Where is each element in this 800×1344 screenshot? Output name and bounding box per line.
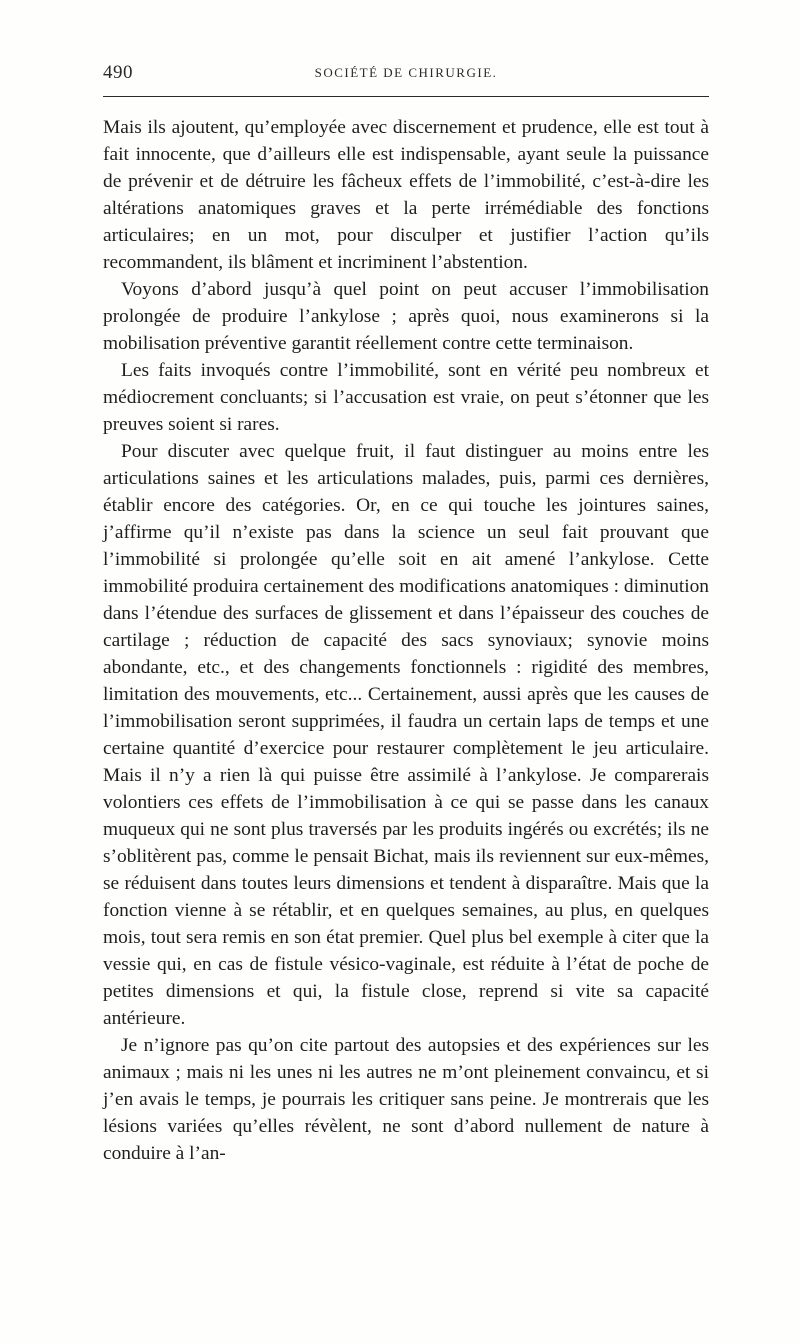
header-rule [103,96,709,97]
paragraph-5: Je n’ignore pas qu’on cite partout des autopsies et des expériences sur les animaux ; mais ni les unes ni les autres ne m’ont pleinement convaincu, et si j’en avais le temps, je pourrais les critiquer sans peine. Je montrerais que les lésions variées qu’elles révèlent, ne sont d’abord nullement de nature à conduire à l’an- [103,1035,709,1164]
body-text [103,114,709,1167]
page-number: 490 [103,62,133,83]
paragraph-2: Voyons d’abord jusqu’à quel point on peut accuser l’immobilisation prolongée de produire l’ankylose ; après quoi, nous examinerons si la mobilisation préventive garantit réellement contre cette terminaison. [103,279,709,354]
paragraph-1: Mais ils ajoutent, qu’employée avec discernement et prudence, elle est tout à fait innocente, que d’ailleurs elle est indispensable, ayant seule la puissance de prévenir et de détruire les fâcheux effets de l’immobilité, c’est-à-dire les altérations anatomiques graves et la perte irrémédiable des fonctions articulaires; en un mot, pour disculper et justifier l’action qu’ils recommandent, ils blâment et incriminent l’abstention. [103,117,709,273]
paragraph-3: Les faits invoqués contre l’immobilité, sont en vérité peu nombreux et médiocrement concluants; si l’accusation est vraie, on peut s’étonner que les preuves soient si rares. [103,360,709,435]
running-title: SOCIÉTÉ DE CHIRURGIE. [314,65,498,80]
page-header [103,62,709,86]
paragraph-4: Pour discuter avec quelque fruit, il faut distinguer au moins entre les articulations saines et les articulations malades, puis, parmi ces dernières, établir encore des catégories. Or, en ce qui touche les jointures saines, j’affirme qu’il n’existe pas dans la science un seul fait prouvant que l’immobilité si prolongée qu’elle soit en ait amené l’ankylose. Cette immobilité produira certainement des modifications anatomiques : diminution dans l’étendue des surfaces de glissement et dans l’épaisseur des couches de cartilage ; réduction de capacité des sacs synoviaux; synovie moins abondante, etc., et des changements fonctionnels : rigidité des membres, limitation des mouvements, etc... Certainement, aussi après que les causes de l’immobilisation seront supprimées, il faudra un certain laps de temps et une certaine quantité d’exercice pour restaurer complètement le jeu articulaire. Mais il n’y a rien là qui puisse être assimilé à l’ankylose. Je comparerais volontiers ces effets de l’immobilisation à ce qui se passe dans les canaux muqueux qui ne sont plus traversés par les produits ingérés ou excrétés; ils ne s’oblitèrent pas, comme le pensait Bichat, mais ils reviennent sur eux-mêmes, se réduisent dans toutes leurs dimensions et tendent à disparaître. Mais que la fonction vienne à se rétablir, et en quelques semaines, au plus, en quelques mois, tout sera remis en son état premier. Quel plus bel exemple à citer que la vessie qui, en cas de fistule vésico-vaginale, est réduite à l’état de poche de petites dimensions et qui, la fistule close, reprend si vite sa capacité antérieure. [103,441,709,1029]
